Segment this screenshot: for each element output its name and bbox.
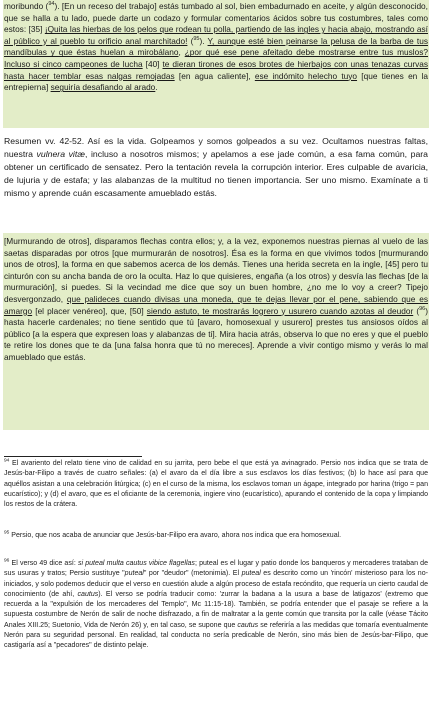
- text-run: ) hasta hacerle cardenales; no tiene sentido que tú [avaro, homosexual y usurero] prestes tus ansiosos oídos al público [a la espera que expresen loas y alabanzas de ti]. Mira hacia atrás, observa lo que no eres y que el pueblo te retire los dones que te da [una falsa honra que tú no mereces]. Aprende a vivir contigo mismo y verás lo mal amueblado que estás.: [4, 305, 428, 362]
- footnote-text: El avariento del relato tiene vino de calidad en su jarrita, pero bebe el que está ya avinagrado. Persio nos indica que se trata de Jesús-bar-Filipo a través de cuatro señales: (a) el avaro da el día libre a sus esclavos los días festivos; (b) lo hace así para que aquéllos asistan a una celebración litúrgica; (c) en el curso de la misma, los esclavos toman un ágape, integrado por harina (trigo = pan eucarístico); y (d) el avaro, que es el oficiante de la ceremonia, ingiere vino (eucarístico), apurando el contenido de la copa y limpiando los restos de la crátera.: [4, 460, 428, 509]
- underlined-text: ese indómito helecho tuyo: [254, 70, 358, 81]
- text-run: ).: [199, 35, 208, 46]
- text-run: (: [413, 305, 420, 316]
- footnote-ref-96[interactable]: 96: [419, 305, 426, 312]
- footnote-96: [4, 559, 428, 652]
- text-run: , incluso a nosotros mismos; y apelamos a ese jade común, a esa fama común, para obtener un certificado de sensatez. Pero la tentación revela la corrupción interior. Eres culpable de avaricia, de lujuria y de estafa; y las alabanzas de la multitud no tienen importancia. Ser uno mismo. Examínate a ti mismo y aprende cuán escasamente amueblado estás.: [4, 148, 428, 198]
- latin-paraphrase-paragraph-2: [4, 236, 428, 364]
- underlined-text: te dieran tirones de esos brotes de hierbajos con unas tenazas curvas hasta hacer temblar esas nalgas remojadas: [4, 58, 429, 81]
- underlined-text: Y, aunque esté bien peinarse la pelusa de la barba de tus mandíbulas y que éstas huelan a mirobálano: [4, 35, 428, 58]
- text-run: [Murmurando de otros], disparamos flechas contra ellos; y, a la vez, exponemos nuestras piernas al vuelo de las saetas disparadas por otros [que murmurarán de nosotros]. Ésa es la forma en que vivimos todos [murmurando unos de otros], la forma en que sabemos acerca de los demás. Tienes una herida secreta en la ingle, [45] pero tu cinturón con su ancha banda de oro la oculta. Haz lo que quisieres, engaña (a los otros) y desvía las flechas [de la murmuración], si puedes. Si la vecindad me dice que soy un buen hombre, ¿no me lo voy a creer? Tipejo desvergonzado,: [4, 236, 428, 304]
- footnote-number: 94: [4, 458, 10, 464]
- italic-latin-term: puteal: [124, 570, 144, 578]
- italic-latin-term: cautus: [77, 590, 99, 598]
- footnote-text: " por "deudor" (metonimia). El: [143, 570, 242, 578]
- latin-paraphrase-paragraph-1: [4, 1, 428, 94]
- text-run: ). [En un receso del trabajo] estás tumbado al sol, bien embadurnado en aceite, y algún desconocido, que se halla a tu lado, puede darte un codazo y formular comentarios ácidos sobre tus costumbres, tales como estos: [35]: [4, 1, 428, 35]
- text-run: [40]: [142, 58, 163, 69]
- text-run: .: [155, 82, 158, 93]
- text-run: (: [187, 35, 194, 46]
- underlined-text: ¿por qué ese pene afeitado debe mostrarse entre tus muslos? Incluso si cinco campeones de lucha: [4, 47, 428, 69]
- footnote-number: 96: [4, 558, 10, 564]
- footnote-ref-94[interactable]: 94: [48, 1, 55, 8]
- footnote-ref-95[interactable]: 95: [193, 36, 200, 43]
- text-run: moribundo (: [4, 1, 49, 11]
- text-run: [el placer venéreo], que, [50]: [32, 305, 147, 316]
- footnote-text: Persio, que nos acaba de anunciar que Jesús-bar-Filipo era avaro, ahora nos indica que era homosexual.: [9, 532, 342, 539]
- underlined-text: ¡Quita las hierbas de los pelos que rodean tu polla, partiendo de las ingles y hacia abajo, mostrando así al público y al pueblo tu orificio anal marchitado!: [4, 24, 428, 46]
- footnote-number: 95: [4, 530, 10, 536]
- footnote-separator: [4, 456, 142, 457]
- text-run: [que tienes en la entrepierna]: [4, 70, 428, 93]
- italic-latin-term: cautus: [237, 621, 259, 629]
- underlined-text: seguiría desafiando al arado: [50, 82, 156, 93]
- text-run: Resumen vv. 42-52. Así es la vida. Golpeamos y somos golpeados a su vez. Ocultamos nuestras faltas, nuestra: [4, 136, 428, 159]
- footnote-text: El verso 49 dice así:: [9, 560, 78, 567]
- footnote-text: es descrito como un 'rincón' misterioso para los no-iniciados, y solo podemos deducir que el verso en cuestión alude a algún proceso de estafa recóndito, que requería un cierto caudal de conocimiento (de ahí,: [4, 570, 428, 598]
- underlined-text: siendo astuto, te mostrarás logrero y usurero cuando azotas al deudor: [146, 305, 414, 316]
- text-run: [en agua caliente],: [174, 70, 255, 81]
- footnote-94: [4, 459, 428, 510]
- italic-latin-verse: si puteal multa cautus vibice flagellas: [77, 560, 195, 567]
- text-run: ,: [178, 47, 185, 58]
- footnote-95: [4, 531, 428, 541]
- italic-latin-term: puteal: [241, 570, 261, 578]
- summary-paragraph: [4, 135, 428, 200]
- footnote-text: se referiría a las medidas que tomaría eventualmente Nerón para su seguridad personal. En realidad, tal conducta no sería predicable de Nerón, sino más bien de Jesús-bar-Filipo, que castigaría así a "pecadores" de distinto pelaje.: [4, 621, 428, 650]
- footnote-text: ; puteal es el lugar y patio donde los banqueros y mercaderes trataban de sus usuras y tratos; Persio sustituye ": [4, 560, 428, 578]
- underlined-text: que palideces cuando divisas una moneda, que te dejas llevar por el pene, sabiendo que es amargo: [4, 293, 428, 316]
- italic-latin-term: vulnera vitæ: [36, 148, 85, 159]
- footnote-text: ). El verso se podría traducir como: 'zurrar la badana a la usura a base de latigazos' (extremo que recuerda a la "expulsión de los mercaderes del Templo", Mc 11:15-18). También, se podría entender que el pasaje se refiere a la supuesta costumbre de Nerón de salir de noche disfrazado, a fin de maltratar a la gente común que transita por la calle (véase Tácito Anales XIII.25; Suetonio, Vida de Nerón 26) y, en tal caso, se supone que: [4, 590, 428, 629]
